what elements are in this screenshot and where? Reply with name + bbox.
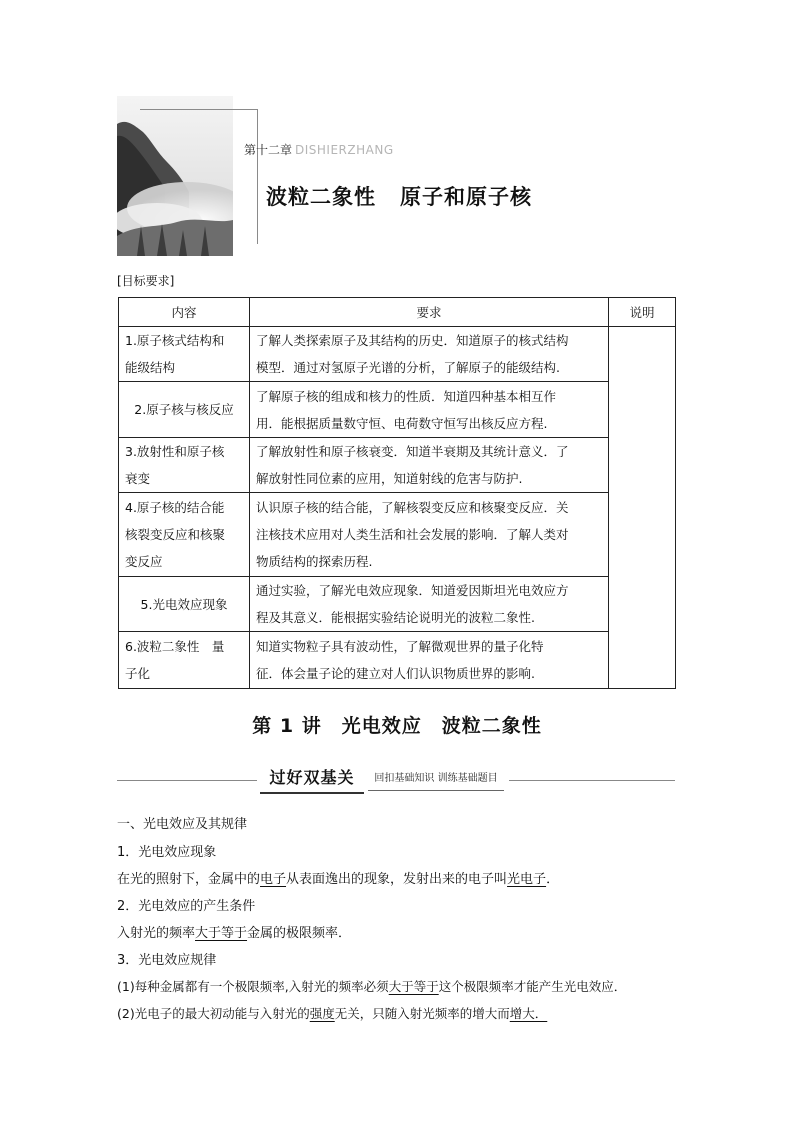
requirement-cell xyxy=(250,327,609,382)
chapter-title xyxy=(266,181,532,211)
lecture-title-part2: 波粒二象性 xyxy=(441,715,542,737)
content-cell xyxy=(119,382,250,438)
text-span: 从表面逸出的现象，发射出来的电子叫 xyxy=(286,872,508,887)
requirement-cell xyxy=(250,632,609,689)
goals-table xyxy=(118,297,676,689)
requirement-line: 物质结构的探索历程. xyxy=(256,554,373,569)
content-cell xyxy=(119,577,250,632)
content-line: 5.光电效应现象 xyxy=(140,596,228,612)
answer-blank: 光电子 xyxy=(507,872,547,887)
table-row xyxy=(119,577,676,632)
text-span: (2)光电子的最大初动能与入射光的 xyxy=(117,1006,310,1021)
goals-label: [目标要求] xyxy=(117,274,175,288)
paragraph xyxy=(117,868,559,887)
answer-blank: 强度 xyxy=(309,1006,335,1021)
content-line: 6.波粒二象性 量 xyxy=(125,639,225,654)
requirement-line: 了解原子核的组成和核力的性质．知道四种基本相互作 xyxy=(256,388,557,404)
paragraph xyxy=(117,977,626,995)
requirement-line: 征．体会量子论的建立对人们认识物质世界的影响. xyxy=(256,666,535,681)
chapter-number xyxy=(244,141,394,158)
paragraph xyxy=(117,922,351,941)
content-line: 能级结构 xyxy=(125,360,176,375)
requirement-line: 解放射性同位素的应用，知道射线的危害与防护. xyxy=(256,471,523,486)
content-cell xyxy=(119,493,250,577)
note-cell xyxy=(609,327,676,689)
table-row xyxy=(119,438,676,493)
text-span: 在光的照射下，金属中的 xyxy=(117,872,261,887)
section-heading: 一、光电效应及其规律 xyxy=(117,817,248,832)
content-line: 核裂变反应和核聚 xyxy=(125,527,226,542)
requirement-line: 认识原子核的结合能，了解核裂变反应和核聚变反应．关 xyxy=(256,500,569,515)
banner-rule-left xyxy=(117,780,257,781)
header-requirement: 要求 xyxy=(250,298,609,327)
table-header-row xyxy=(119,298,676,327)
content-line: 4.原子核的结合能 xyxy=(125,500,225,515)
requirement-cell xyxy=(250,382,609,438)
requirement-cell xyxy=(250,493,609,577)
answer-blank: 大于等于 xyxy=(388,979,439,994)
lecture-title xyxy=(0,711,794,738)
header-content: 内容 xyxy=(119,298,250,327)
requirement-cell xyxy=(250,438,609,493)
content-cell xyxy=(119,632,250,689)
banner-rule-right xyxy=(509,780,675,781)
requirement-line: 了解放射性和原子核衰变．知道半衰期及其统计意义．了 xyxy=(256,444,569,459)
requirement-line: 模型．通过对氢原子光谱的分析，了解原子的能级结构. xyxy=(256,360,560,375)
content-line: 子化 xyxy=(125,666,151,681)
chapter-label-text: 第十二章 xyxy=(244,143,293,157)
text-span: 金属的极限频率． xyxy=(247,926,352,941)
answer-blank: 增大． xyxy=(509,1006,548,1021)
text-span: ． xyxy=(546,872,560,887)
requirement-cell xyxy=(250,577,609,632)
header-note: 说明 xyxy=(609,298,676,327)
item-heading: 2．光电效应的产生条件 xyxy=(117,899,256,914)
decorative-frame xyxy=(140,109,258,244)
table-row xyxy=(119,382,676,438)
table-row xyxy=(119,632,676,689)
chapter-title-part1: 波粒二象性 xyxy=(266,185,376,209)
lecture-title-part1: 光电效应 xyxy=(341,715,422,737)
text-span: 这个极限频率才能产生光电效应． xyxy=(438,979,627,994)
requirement-line: 程及其意义．能根据实验结论说明光的波粒二象性. xyxy=(256,610,535,625)
text-span: 入射光的频率 xyxy=(117,926,196,941)
section-banner-subtitle: 回扣基础知识 训练基础题目 xyxy=(368,768,504,791)
content-line: 衰变 xyxy=(125,471,151,486)
chapter-pinyin: DISHIERZHANG xyxy=(295,143,394,157)
table-row xyxy=(119,493,676,577)
section-banner-title: 过好双基关 xyxy=(260,764,364,794)
chapter-title-part2: 原子和原子核 xyxy=(400,185,532,209)
answer-blank: 大于等于 xyxy=(195,926,248,941)
content-line: 1.原子核式结构和 xyxy=(125,333,225,348)
requirement-line: 了解人类探索原子及其结构的历史．知道原子的核式结构 xyxy=(256,333,569,348)
requirement-line: 通过实验，了解光电效应现象．知道爱因斯坦光电效应方 xyxy=(256,583,569,598)
requirement-line: 注核技术应用对人类生活和社会发展的影响．了解人类对 xyxy=(256,527,569,542)
text-span: (1)每种金属都有一个极限频率,入射光的频率必须 xyxy=(117,979,389,994)
requirement-line: 知道实物粒子具有波动性，了解微观世界的量子化特 xyxy=(256,639,544,654)
content-cell xyxy=(119,438,250,493)
lecture-number: 第 1 讲 xyxy=(252,715,322,737)
content-line: 2.原子核与核反应 xyxy=(134,402,234,417)
item-heading: 1．光电效应现象 xyxy=(117,845,217,860)
text-span: 无关，只随入射光频率的增大而 xyxy=(334,1006,510,1021)
content-line: 变反应 xyxy=(125,554,163,569)
item-heading: 3．光电效应规律 xyxy=(117,953,217,968)
table-row xyxy=(119,327,676,382)
requirement-line: 用．能根据质量数守恒、电荷数守恒写出核反应方程. xyxy=(256,415,548,431)
paragraph xyxy=(117,1004,547,1022)
content-cell xyxy=(119,327,250,382)
content-line: 3.放射性和原子核 xyxy=(125,444,225,459)
answer-blank: 电子 xyxy=(260,872,287,887)
